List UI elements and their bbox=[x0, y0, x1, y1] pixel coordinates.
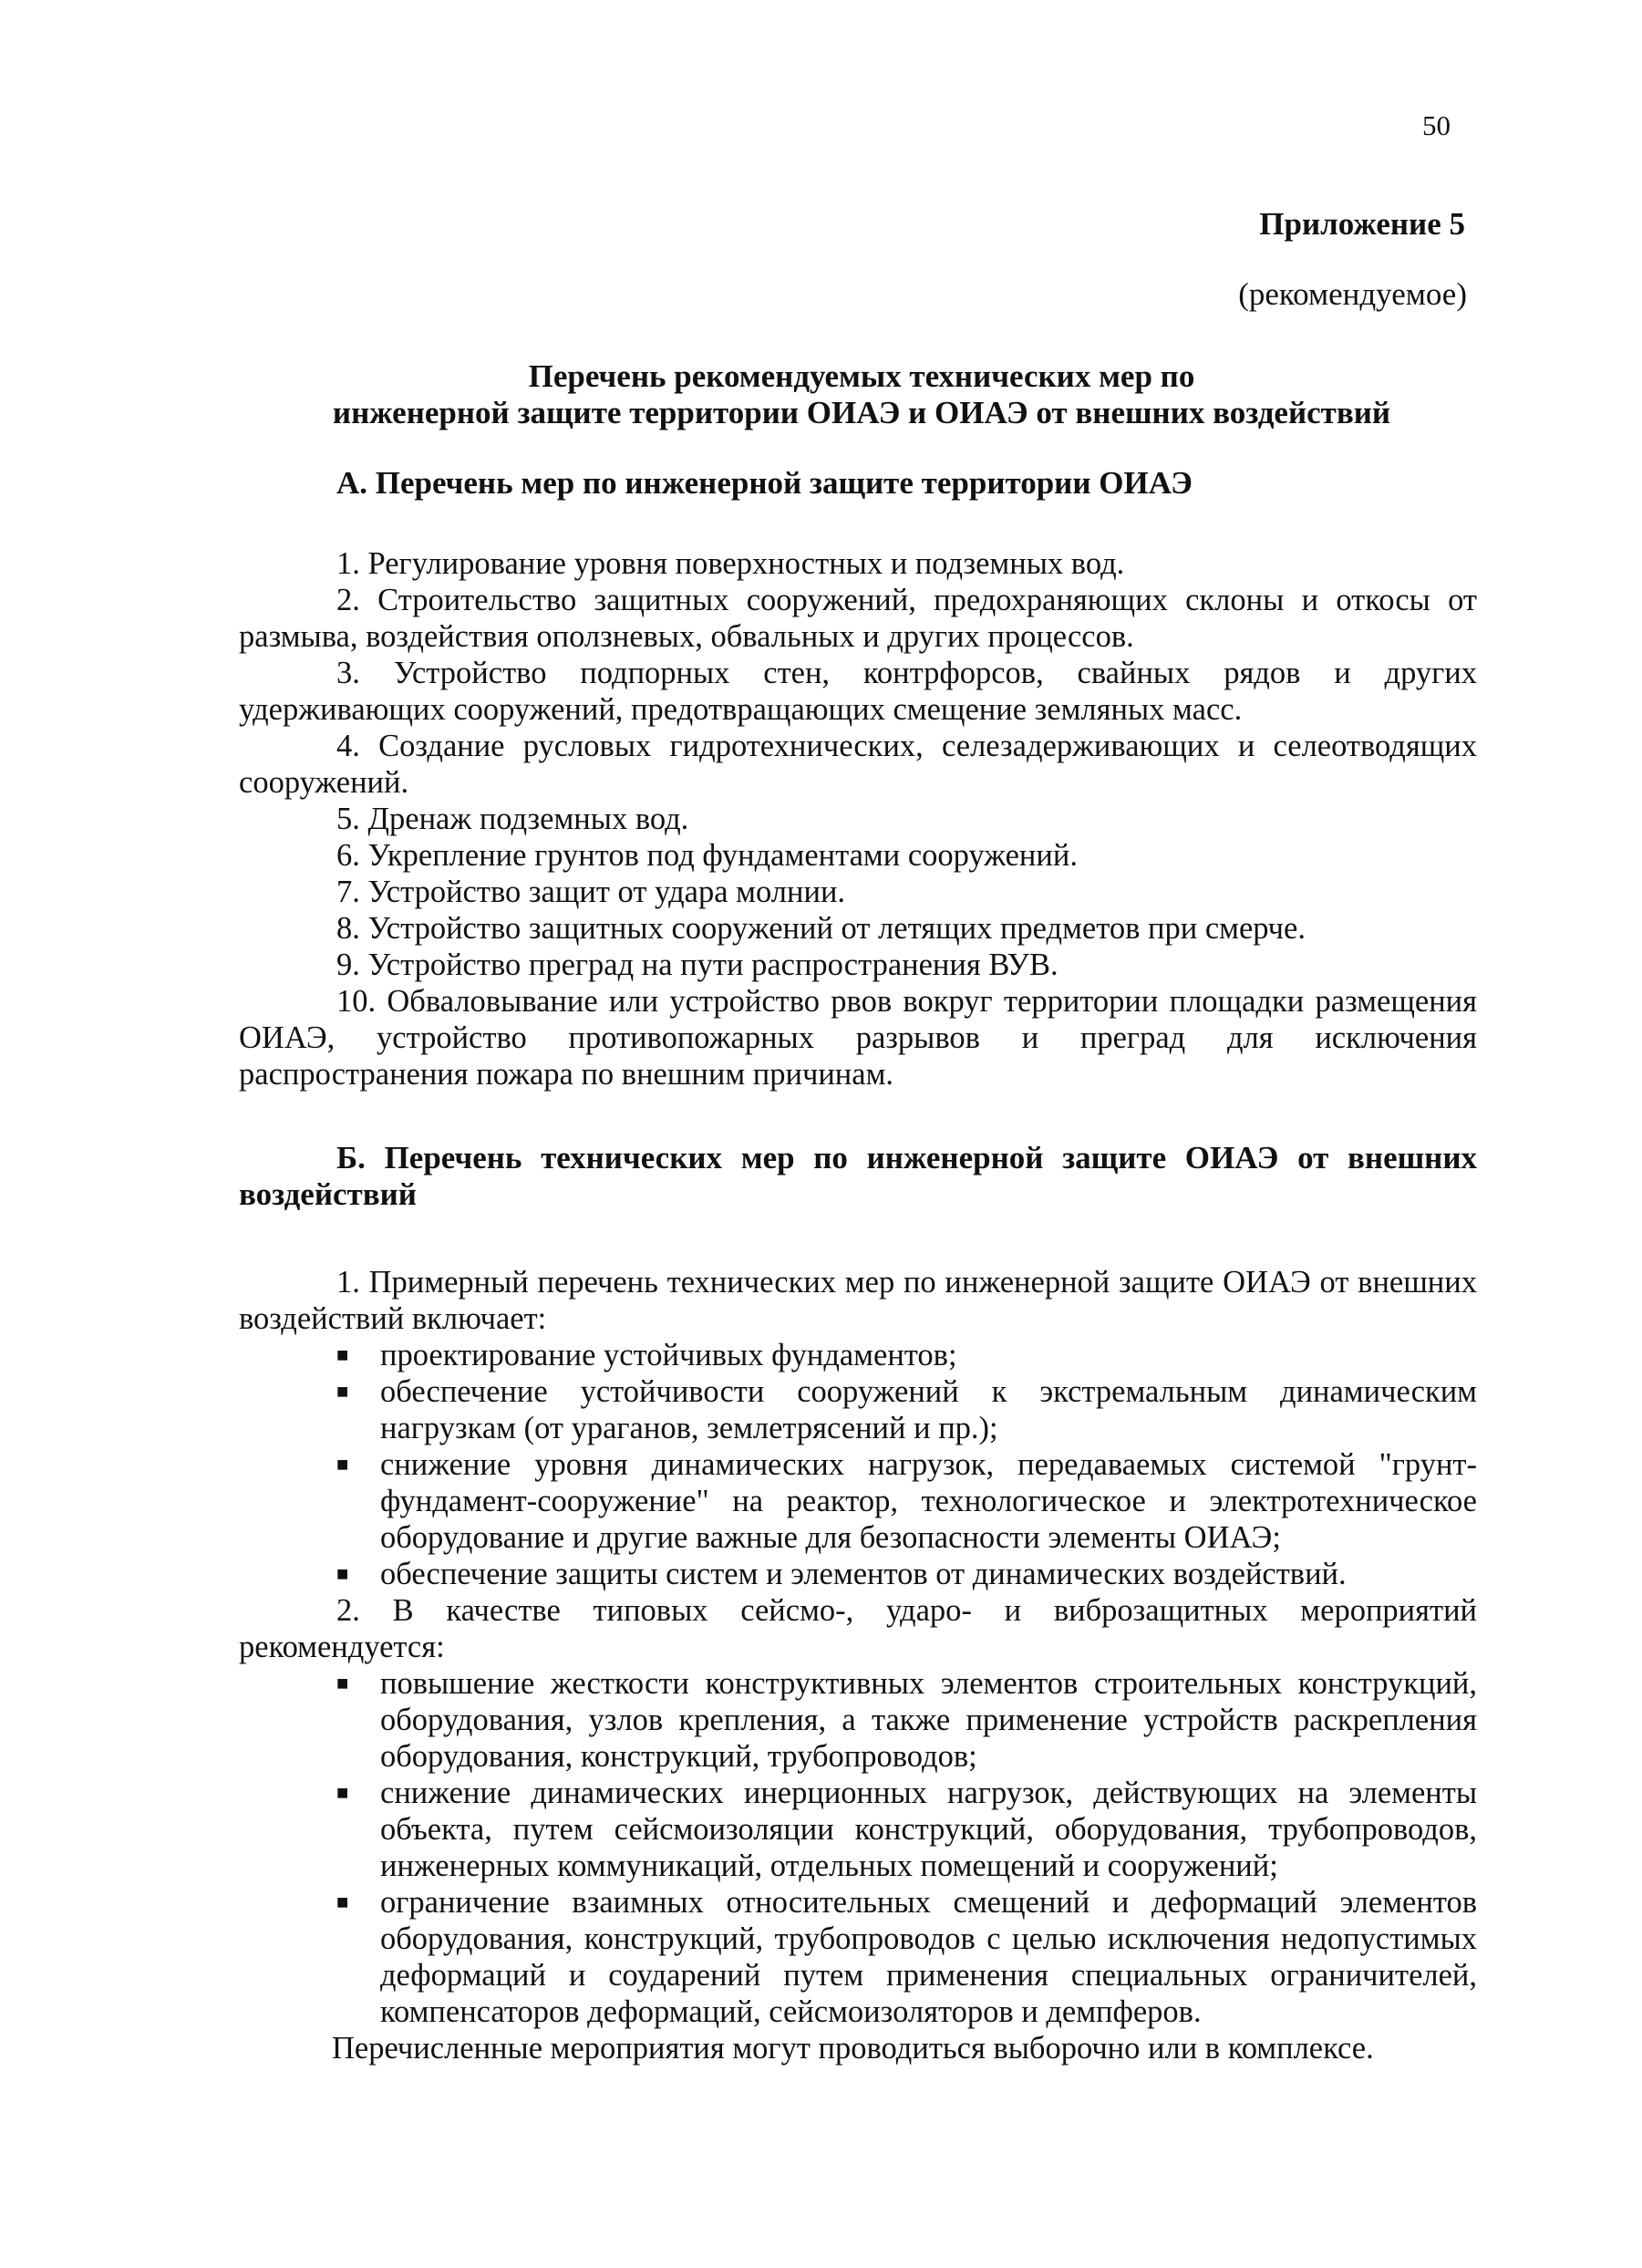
bullet-text: обеспечение устойчивости сооружений к экстремальным динамическим нагрузкам (от ураганов, землетрясений и пр.); bbox=[380, 1374, 1477, 1445]
bullet-item bbox=[239, 1337, 1477, 1373]
section-a-item-2: 2. Строительство защитных сооружений, предохраняющих склоны и откосы от размыва, воздействия оползневых, обвальных и других процессов. bbox=[239, 583, 1477, 654]
section-a-item-7: 7. Устройство защит от удара молнии. bbox=[336, 875, 846, 909]
section-b-item-1: 1. Примерный перечень технических мер по инженерной защите ОИАЭ от внешних воздействий включает: bbox=[239, 1265, 1477, 1336]
document-title bbox=[237, 358, 1486, 431]
section-b-item-1-bullets bbox=[239, 1337, 1477, 1592]
section-a-title: А. Перечень мер по инженерной защите территории ОИАЭ bbox=[336, 465, 1193, 501]
bullet-icon: ■ bbox=[336, 1380, 349, 1403]
appendix-subtitle: (рекомендуемое) bbox=[1238, 276, 1467, 312]
bullet-item bbox=[239, 1884, 1477, 2030]
bullet-icon: ■ bbox=[336, 1343, 349, 1366]
document-title-line-1: Перечень рекомендуемых технических мер по bbox=[528, 358, 1195, 394]
document-body bbox=[239, 465, 1477, 2066]
section-b-title: Б. Перечень технических мер по инженерной защите ОИАЭ от внешних воздействий bbox=[239, 1140, 1477, 1212]
bullet-icon: ■ bbox=[336, 1672, 349, 1694]
section-a-item-4: 4. Создание русловых гидротехнических, селезадерживающих и селеотводящих сооружений. bbox=[239, 729, 1477, 800]
section-a-item-6: 6. Укрепление грунтов под фундаментами сооружений. bbox=[336, 838, 1078, 873]
section-a-item-3: 3. Устройство подпорных стен, контрфорсов, свайных рядов и других удерживающих сооружений, предотвращающих смещение земляных масс. bbox=[239, 656, 1477, 727]
section-a-item-8: 8. Устройство защитных сооружений от летящих предметов при смерче. bbox=[336, 911, 1306, 946]
bullet-icon: ■ bbox=[336, 1562, 349, 1585]
bullet-icon: ■ bbox=[336, 1781, 349, 1804]
bullet-item bbox=[239, 1373, 1477, 1446]
bullet-text: ограничение взаимных относительных смещений и деформаций элементов оборудования, конструкций, трубопроводов с целью исключения недопустимых деформаций и соударений путем применения специальных ограничителей, компенсаторов деформаций, сейсмоизоляторов и демпферов. bbox=[380, 1885, 1477, 2029]
bullet-item bbox=[239, 1446, 1477, 1556]
section-a-item-5: 5. Дренаж подземных вод. bbox=[336, 802, 689, 836]
appendix-title: Приложение 5 bbox=[1259, 206, 1465, 242]
page-number: 50 bbox=[1422, 109, 1451, 141]
section-b-item-2: 2. В качестве типовых сейсмо-, ударо- и виброзащитных мероприятий рекомендуется: bbox=[239, 1593, 1477, 1664]
bullet-text: снижение динамических инерционных нагрузок, действующих на элементы объекта, путем сейсмоизоляции конструкций, оборудования, трубопроводов, инженерных коммуникаций, отдельных помещений и сооружений; bbox=[380, 1776, 1477, 1883]
bullet-item bbox=[239, 1665, 1477, 1775]
bullet-text: обеспечение защиты систем и элементов от динамических воздействий. bbox=[380, 1557, 1347, 1591]
section-a-item-1: 1. Регулирование уровня поверхностных и подземных вод. bbox=[336, 546, 1125, 581]
bullet-text: проектирование устойчивых фундаментов; bbox=[380, 1338, 957, 1372]
bullet-text: снижение уровня динамических нагрузок, передаваемых системой "грунт-фундамент-сооружение" на реактор, технологическое и электротехническое оборудование и другие важные для безопасности элементы ОИАЭ; bbox=[380, 1447, 1477, 1555]
bullet-text: повышение жесткости конструктивных элементов строительных конструкций, оборудования, узлов крепления, а также применение устройств раскрепления оборудования, конструкций, трубопроводов; bbox=[380, 1666, 1477, 1774]
section-a-item-9: 9. Устройство преград на пути распространения ВУВ. bbox=[336, 948, 1059, 982]
bullet-item bbox=[239, 1775, 1477, 1884]
bullet-icon: ■ bbox=[336, 1453, 349, 1476]
document-title-line-2: инженерной защите территории ОИАЭ и ОИАЭ от внешних воздействий bbox=[332, 395, 1391, 430]
bullet-item bbox=[239, 1556, 1477, 1592]
section-b-item-2-bullets bbox=[239, 1665, 1477, 2030]
section-a-item-10: 10. Обваловывание или устройство рвов вокруг территории площадки размещения ОИАЭ, устройство противопожарных разрывов и преград для исключения распространения пожара по внешним причинам. bbox=[239, 984, 1477, 1092]
bullet-icon: ■ bbox=[336, 1890, 349, 1913]
closing-statement: Перечисленные мероприятия могут проводиться выборочно или в комплексе. bbox=[332, 2031, 1374, 2066]
